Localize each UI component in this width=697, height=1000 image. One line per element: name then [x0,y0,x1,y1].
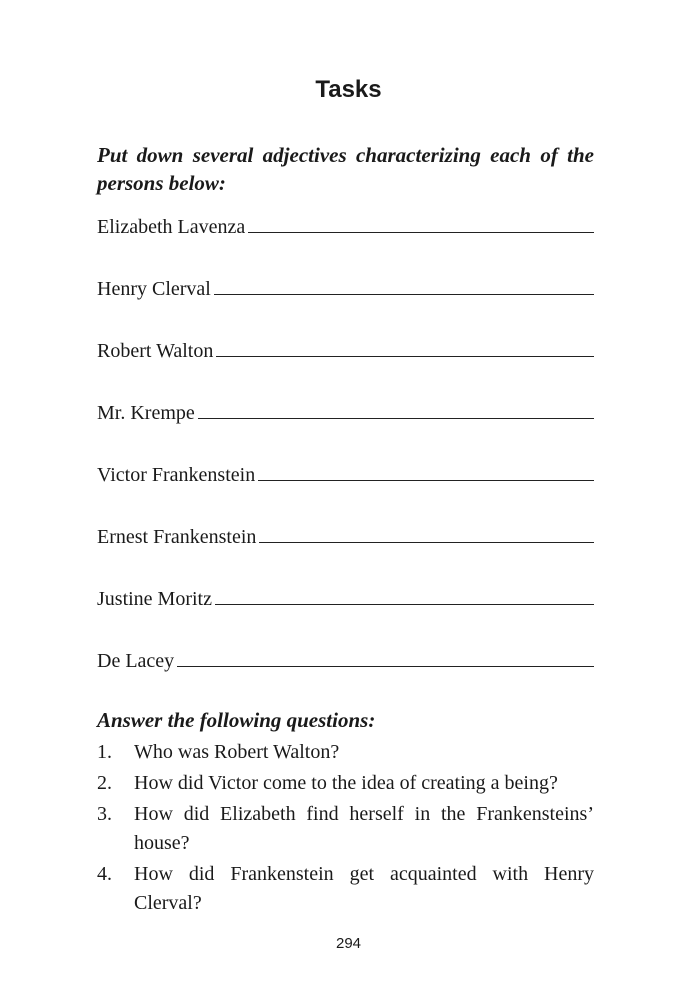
character-name: Ernest Frankenstein [97,526,257,548]
character-name: Victor Frankenstein [97,464,256,486]
character-row [97,582,594,644]
question-number: 1. [97,741,112,763]
question-list [97,738,594,918]
character-name: Elizabeth Lavenza [97,216,246,238]
character-row [97,520,594,582]
page-number: 294 [335,935,362,952]
answer-blank-line[interactable] [216,334,594,357]
question-item [97,860,594,918]
answer-blank-line[interactable] [258,458,594,481]
answer-blank-line[interactable] [214,272,594,295]
question-text: Who was Robert Walton? [134,741,340,763]
question-text: How did Elizabeth find herself in the Frankensteins’ house? [134,803,594,854]
character-row [97,272,594,334]
answer-blank-line[interactable] [215,582,594,605]
page-title: Tasks [315,76,382,103]
answer-blank-line[interactable] [259,520,594,543]
questions-section [97,706,594,920]
character-row [97,644,594,706]
character-row [97,210,594,272]
character-name: Justine Moritz [97,588,212,610]
question-text: How did Victor come to the idea of creating a being? [134,772,558,794]
question-text: How did Frankenstein get acquainted with Henry Clerval? [134,863,594,914]
answer-blank-line[interactable] [177,644,594,667]
question-item [97,800,594,858]
question-item [97,738,594,767]
question-number: 4. [97,863,112,885]
question-item [97,769,594,798]
answer-blank-line[interactable] [248,210,594,233]
character-row [97,334,594,396]
question-number: 2. [97,772,112,794]
character-list [97,210,594,706]
character-row [97,396,594,458]
character-row [97,458,594,520]
question-number: 3. [97,803,112,825]
character-name: Mr. Krempe [97,402,195,424]
character-name: Robert Walton [97,340,214,362]
answer-blank-line[interactable] [198,396,594,419]
character-name: Henry Clerval [97,278,211,300]
questions-heading: Answer the following questions: [97,708,376,732]
characterize-instruction: Put down several adjectives characterizing each of the persons below: [97,143,594,195]
character-name: De Lacey [97,650,175,672]
